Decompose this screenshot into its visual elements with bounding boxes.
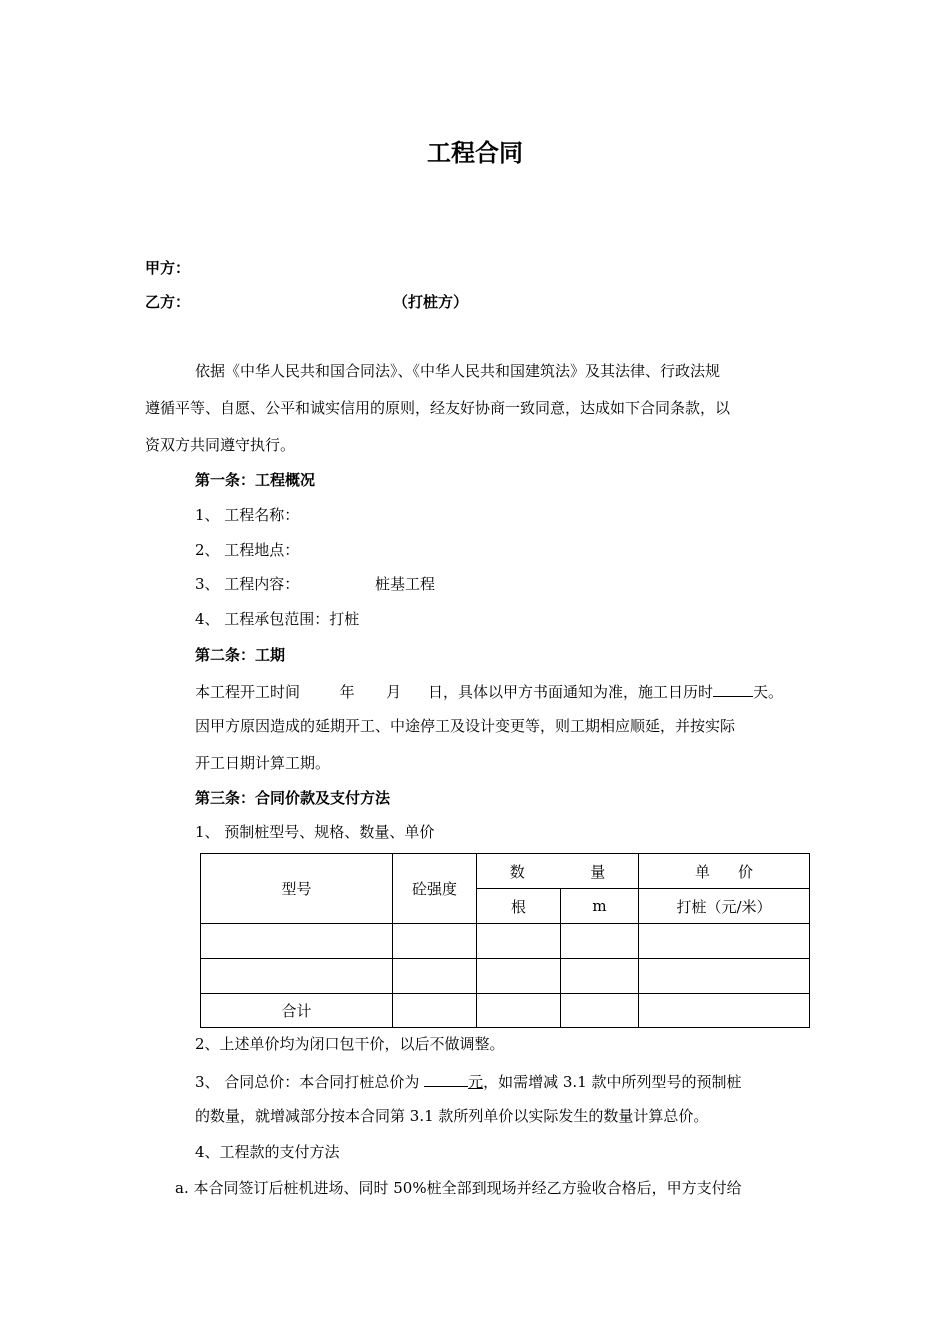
article2-heading: 第二条：工期 — [195, 646, 286, 664]
yuan-label: 元 — [468, 1073, 484, 1091]
article3-item3-line2: 的数量，就增减部分按本合同第 3.1 款所列单价以实际发生的数量计算总价。 — [195, 1107, 709, 1125]
subheader-count: 根 — [477, 889, 561, 924]
table-row — [201, 924, 810, 959]
table-header-row — [201, 854, 810, 889]
article1-item3-label: 3、 工程内容： — [195, 575, 300, 593]
month-label: 月 — [386, 683, 402, 701]
days-label: 天。 — [752, 683, 783, 701]
day-label: 日，具体以甲方书面通知为准，施工日历时 — [427, 683, 713, 701]
document-title: 工程合同 — [427, 139, 523, 167]
article1-item3-value: 桩基工程 — [375, 575, 436, 593]
article3-item4-a: a. 本合同签订后桩机进场、同时 50%桩全部到现场并经乙方验收合格后，甲方支付给 — [175, 1179, 742, 1197]
party-a-label: 甲方： — [145, 259, 191, 277]
intro-line-3: 资双方共同遵守执行。 — [145, 436, 296, 454]
total-price-note: ，如需增减 3.1 款中所列型号的预制桩 — [483, 1073, 742, 1091]
header-strength: 砼强度 — [393, 854, 477, 924]
article2-line3: 开工日期计算工期。 — [195, 754, 331, 772]
article1-item2: 2、 工程地点： — [195, 541, 300, 559]
total-label: 合计 — [201, 994, 393, 1028]
days-blank — [713, 680, 753, 697]
total-price-blank — [424, 1070, 468, 1087]
intro-line-2: 遵循平等、自愿、公平和诚实信用的原则，经友好协商一致同意，达成如下合同条款，以 — [145, 399, 731, 417]
article1-heading: 第一条：工程概况 — [195, 471, 316, 489]
header-unit-price: 单 价 — [639, 854, 810, 889]
article2-line2: 因甲方原因造成的延期开工、中途停工及设计变更等，则工期相应顺延，并按实际 — [195, 717, 736, 735]
article3-item4: 4、工程款的支付方法 — [195, 1143, 340, 1161]
article3-item2: 2、上述单价均为闭口包干价，以后不做调整。 — [195, 1035, 505, 1053]
table-row — [201, 959, 810, 994]
total-price-label: 3、 合同总价：本合同打桩总价为 — [195, 1073, 420, 1091]
article1-item1: 1、 工程名称： — [195, 506, 300, 524]
article1-item4: 4、 工程承包范围：打桩 — [195, 610, 360, 628]
year-label: 年 — [339, 683, 355, 701]
header-quantity: 数 量 — [477, 854, 639, 889]
intro-line-1: 依据《中华人民共和国合同法》、《中华人民共和国建筑法》及其法律、行政法规 — [195, 362, 721, 380]
table-total-row — [201, 994, 810, 1028]
party-b-role: （打桩方） — [393, 293, 469, 311]
party-b-label: 乙方： — [145, 293, 191, 311]
article3-heading: 第三条：合同价款及支付方法 — [195, 789, 391, 807]
price-table — [200, 853, 810, 1028]
subheader-meters: m — [561, 889, 639, 924]
article3-item3-line1 — [195, 1070, 742, 1092]
article3-item1: 1、 预制桩型号、规格、数量、单价 — [195, 823, 435, 841]
article2-line1 — [195, 680, 783, 702]
subheader-price: 打桩（元/米） — [639, 889, 810, 924]
start-time-label: 本工程开工时间 — [195, 683, 301, 701]
header-type: 型号 — [201, 854, 393, 924]
